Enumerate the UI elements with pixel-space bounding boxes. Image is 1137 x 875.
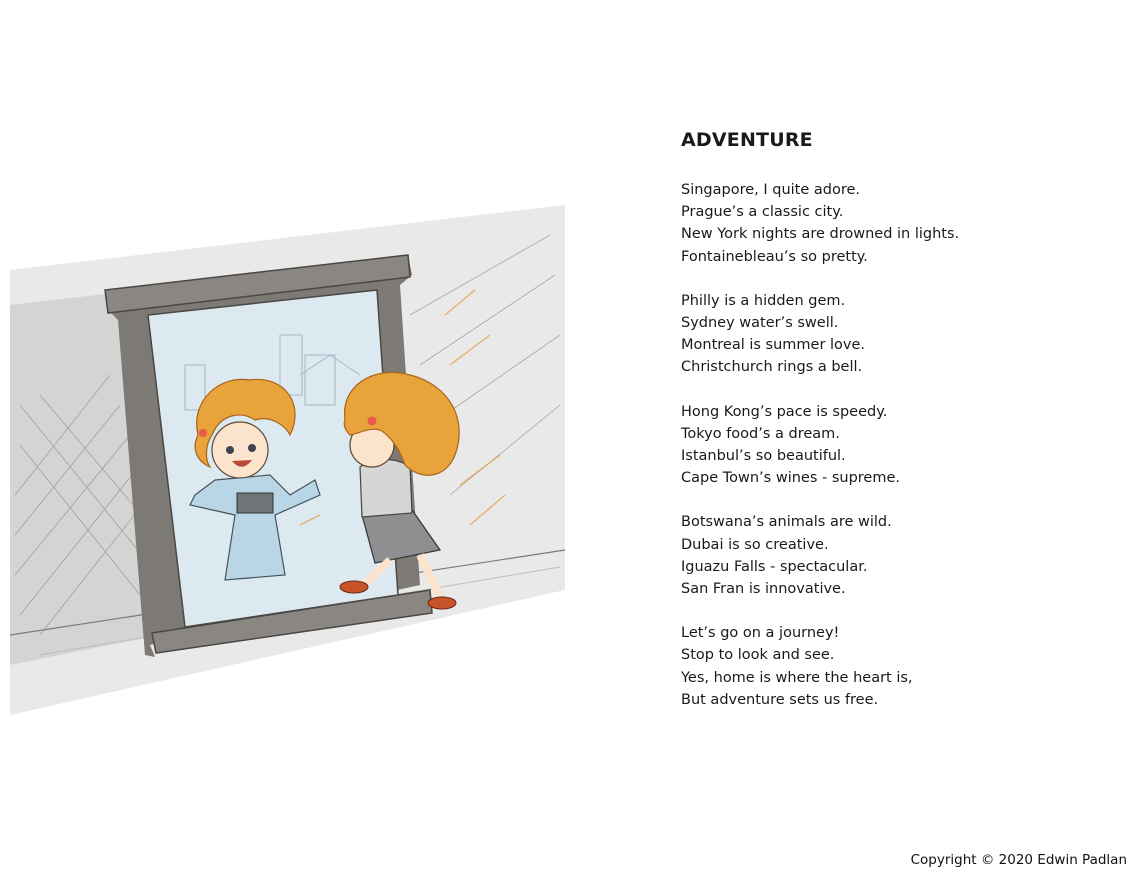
- poem-line: Christchurch rings a bell.: [681, 359, 863, 376]
- stanza: [681, 511, 1111, 600]
- poem-line: But adventure sets us free.: [681, 691, 879, 708]
- poem-line: Fontainebleau’s so pretty.: [681, 248, 868, 265]
- reflection-eye: [248, 444, 256, 452]
- reflection-face: [212, 422, 268, 478]
- poem-title: ADVENTURE: [681, 129, 813, 151]
- stanza: [681, 401, 1111, 490]
- poem-line: Singapore, I quite adore.: [681, 182, 861, 198]
- poem-line: Dubai is so creative.: [681, 536, 829, 553]
- girl-shoe: [340, 581, 368, 593]
- poem-line: San Fran is innovative.: [681, 581, 846, 598]
- poem-line: Montreal is summer love.: [681, 337, 866, 354]
- poem-line: Hong Kong’s pace is speedy.: [681, 403, 888, 420]
- girl-hair-flower: [368, 417, 377, 426]
- poem-line: Botswana’s animals are wild.: [681, 514, 892, 531]
- reflection-obi: [237, 493, 273, 513]
- poem-line: Stop to look and see.: [681, 647, 835, 664]
- mirror-illustration: [0, 195, 575, 725]
- copyright-notice: Copyright © 2020 Edwin Padlan: [910, 852, 1127, 868]
- poem: [681, 127, 1111, 733]
- girl-shirt: [360, 460, 412, 518]
- stanza: [681, 290, 1111, 379]
- reflection-hair-flower: [199, 429, 207, 437]
- reflection-eye: [226, 446, 234, 454]
- poem-line: Iguazu Falls - spectacular.: [681, 558, 868, 575]
- stanza: [681, 622, 1111, 711]
- poem-line: Prague’s a classic city.: [681, 204, 844, 221]
- poem-line: Philly is a hidden gem.: [681, 292, 846, 309]
- poem-line: Yes, home is where the heart is,: [681, 669, 913, 686]
- poem-line: Sydney water’s swell.: [681, 315, 839, 332]
- poem-line: Cape Town’s wines - supreme.: [681, 470, 901, 487]
- poem-line: Let’s go on a journey!: [681, 625, 840, 642]
- girl-shoe: [428, 597, 456, 609]
- poem-line: New York nights are drowned in lights.: [681, 226, 960, 243]
- poem-line: Tokyo food’s a dream.: [681, 425, 840, 442]
- stanza: [681, 179, 1111, 268]
- poem-line: Istanbul’s so beautiful.: [681, 448, 846, 465]
